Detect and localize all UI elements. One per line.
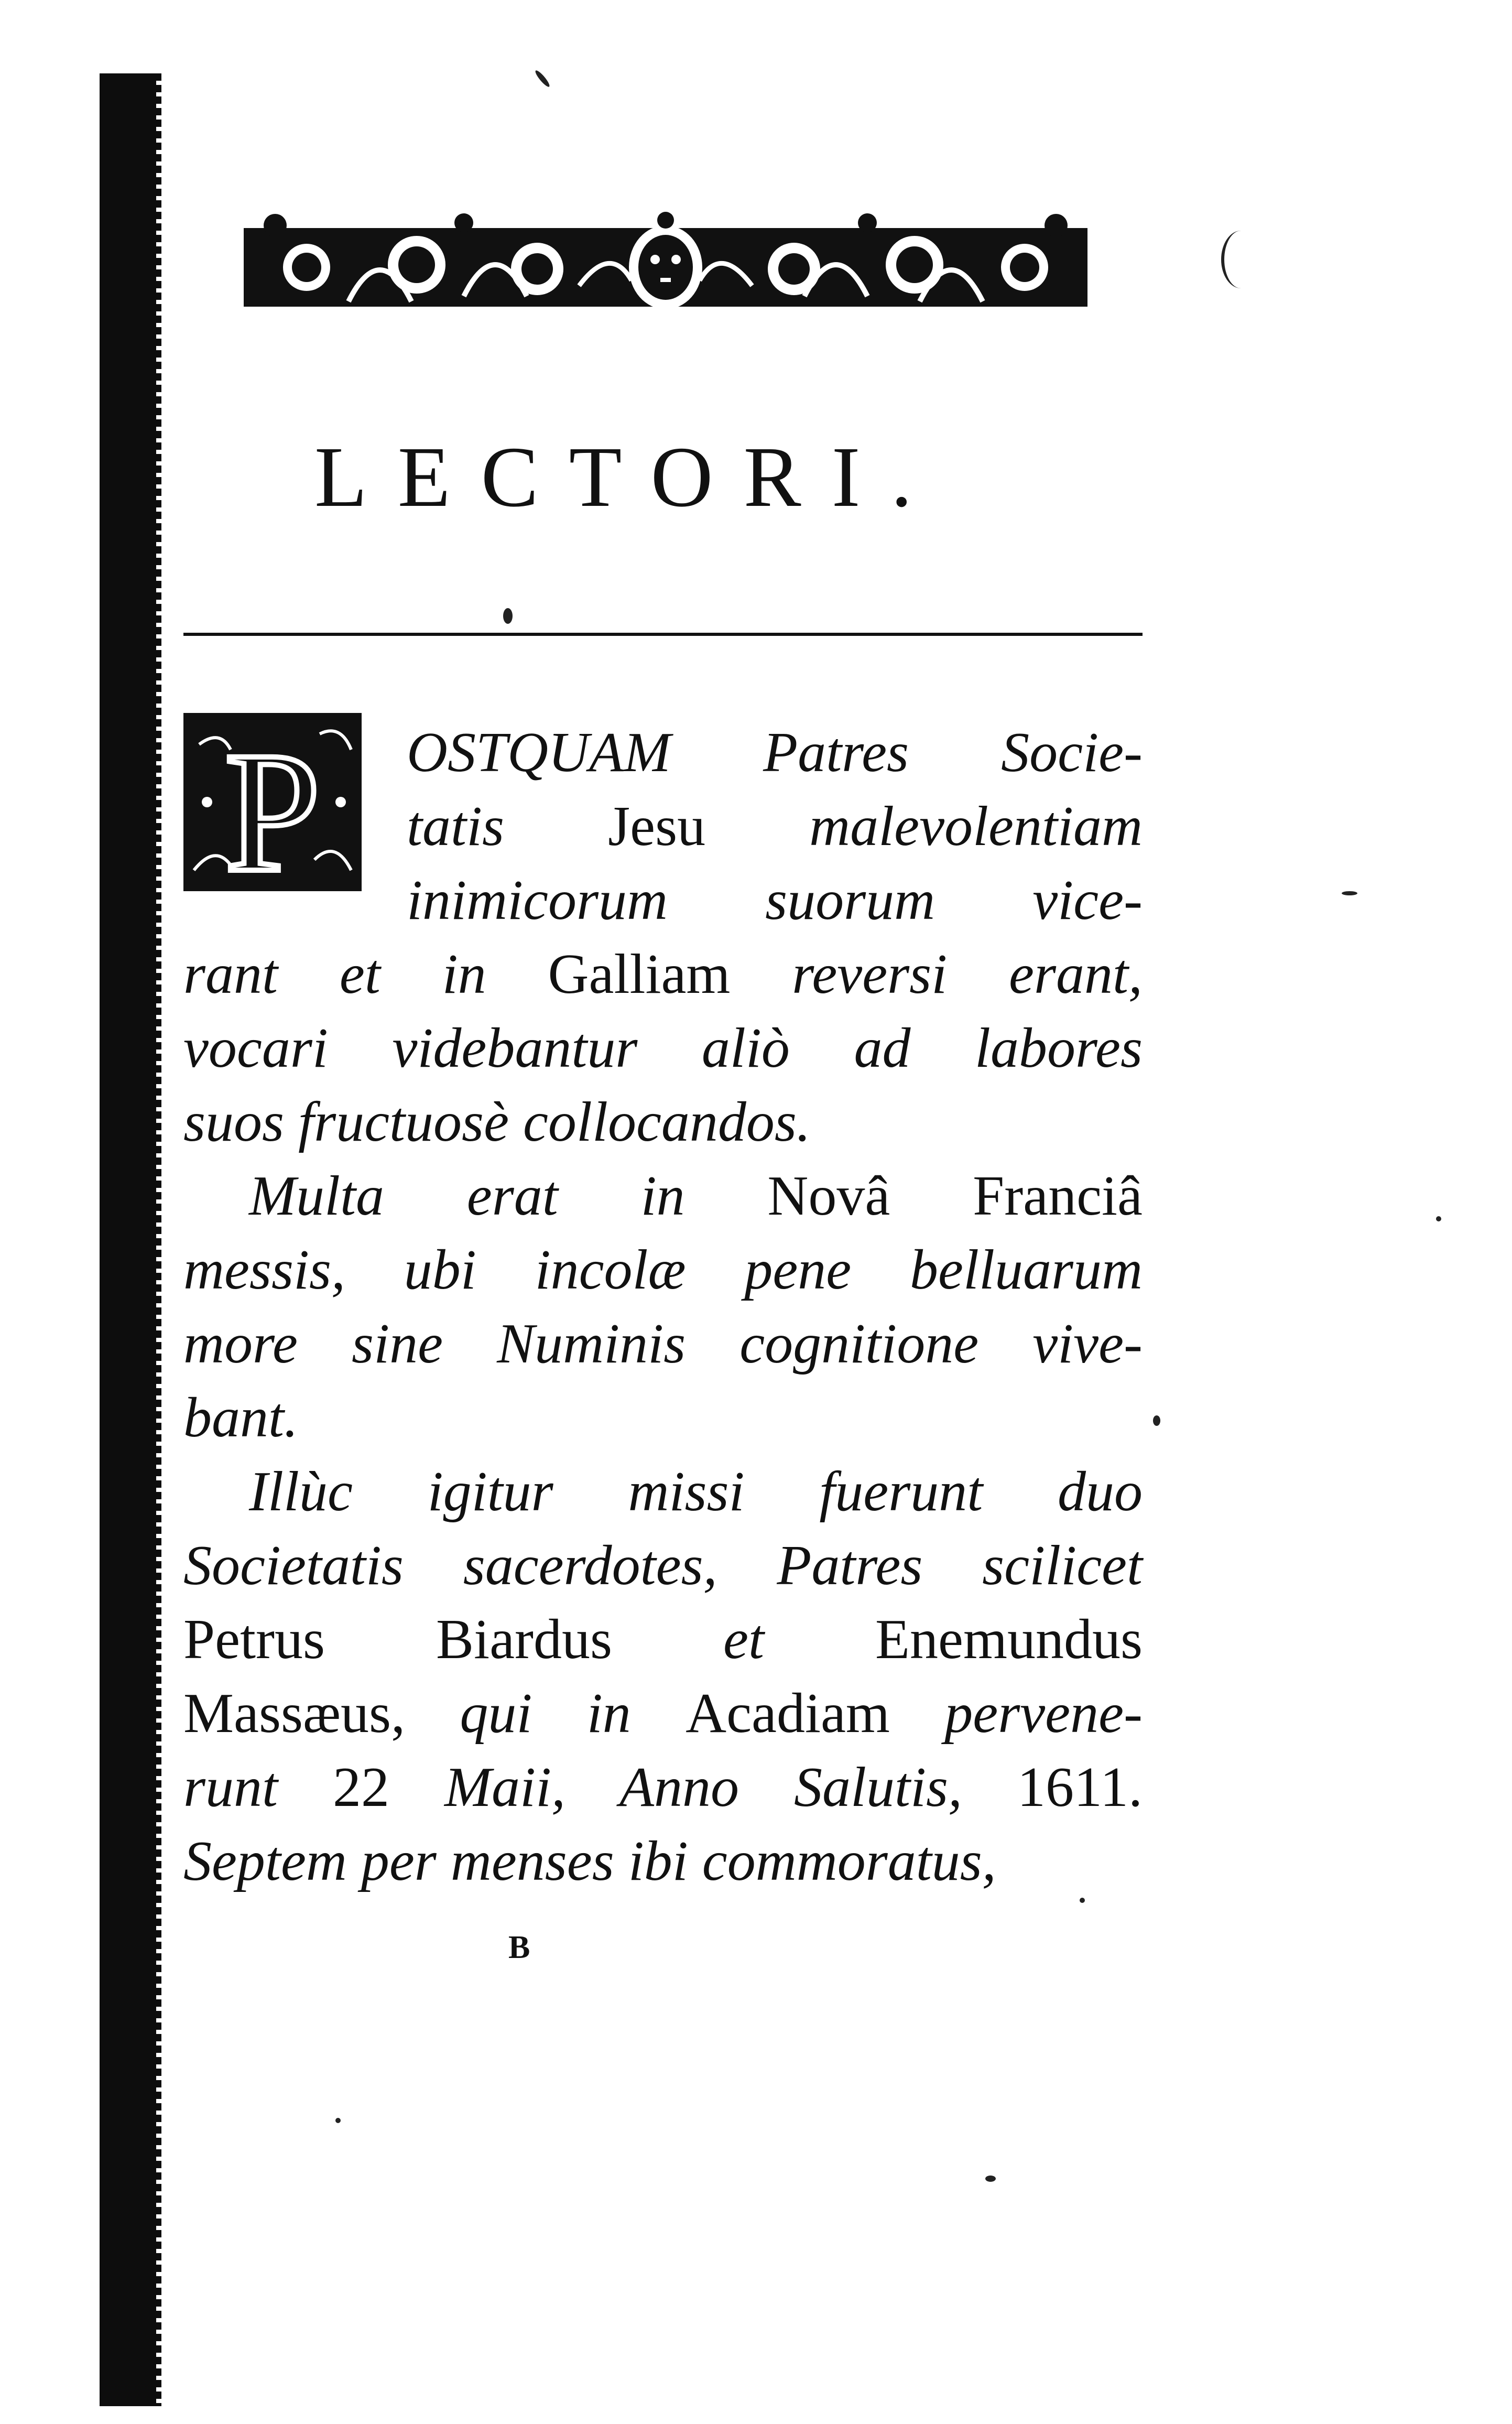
text-line [183,1159,1143,1233]
paper-speck [985,2176,996,2182]
title-rule [183,633,1143,636]
book-spine-edge [156,73,161,2406]
text-segment: qui in [460,1682,686,1745]
text-segment: Societatis sacerdotes, Patres scilicet [183,1534,1143,1597]
text-segment: malevolentiam [809,795,1143,858]
text-segment: Massæus, [183,1682,460,1745]
decorative-headpiece [244,207,1087,325]
text-segment: et [723,1608,876,1671]
text-segment: Jesu [608,795,810,858]
text-segment: Maii, Anno Salutis, [444,1756,1018,1819]
paper-speck [1342,891,1357,895]
text-segment: 1611. [1017,1756,1143,1819]
text-line [183,1307,1143,1381]
paper-speck [1153,1415,1160,1426]
book-spine-shadow [100,73,157,2406]
text-segment: OSTQUAM [407,721,764,784]
text-segment: reversi erant, [792,943,1143,1005]
text-segment: Acadiam [686,1682,945,1745]
paper-speck [534,69,551,88]
text-line [183,1603,1143,1676]
text-line [183,1455,1143,1529]
text-line [183,1824,1143,1898]
body-text [183,716,1143,1898]
paper-speck [335,2118,341,2123]
text-segment: inimicorum suorum vice- [407,869,1143,932]
text-line [183,1750,1143,1824]
paper-speck [1436,1216,1441,1221]
text-segment: bant. [183,1387,299,1449]
text-segment: Illùc igitur missi fuerunt duo [249,1460,1143,1523]
text-segment: Galliam [548,943,792,1005]
text-line [183,1233,1143,1307]
text-segment: Septem per menses ibi commoratus, [183,1830,996,1892]
text-line [183,937,1143,1011]
text-segment: vocari videbantur aliò ad labores [183,1017,1143,1079]
initial-letter: P [224,717,321,891]
text-segment: rant et in [183,943,548,1005]
text-segment: Enemundus [875,1608,1143,1671]
text-segment: suos fructuosè collocandos. [183,1091,811,1153]
text-segment: Multa erat in [249,1165,768,1227]
text-line [183,1011,1143,1085]
text-line [183,789,1143,863]
text-line [183,1381,1143,1455]
text-line [183,716,1143,789]
signature-mark: B [508,1930,530,1965]
text-line [183,863,1143,937]
text-segment: messis, ubi incolæ pene belluarum [183,1239,1143,1301]
text-line [183,1085,1143,1159]
text-line [183,1529,1143,1603]
paper-speck [503,608,513,624]
text-line [183,1676,1143,1750]
text-segment: tatis [407,795,608,858]
text-segment: Patres Socie- [763,721,1143,784]
text-segment: more sine Numinis cognitione vive- [183,1313,1143,1375]
text-segment: Novâ Franciâ [767,1165,1143,1227]
text-segment: Petrus Biardus [183,1608,724,1671]
text-segment: pervene- [944,1682,1143,1745]
paper-speck [1221,231,1261,288]
paper-speck [1080,1898,1085,1903]
text-segment: 22 [333,1756,445,1819]
text-segment: runt [183,1756,333,1819]
page-title: LECTORI. [314,429,943,525]
